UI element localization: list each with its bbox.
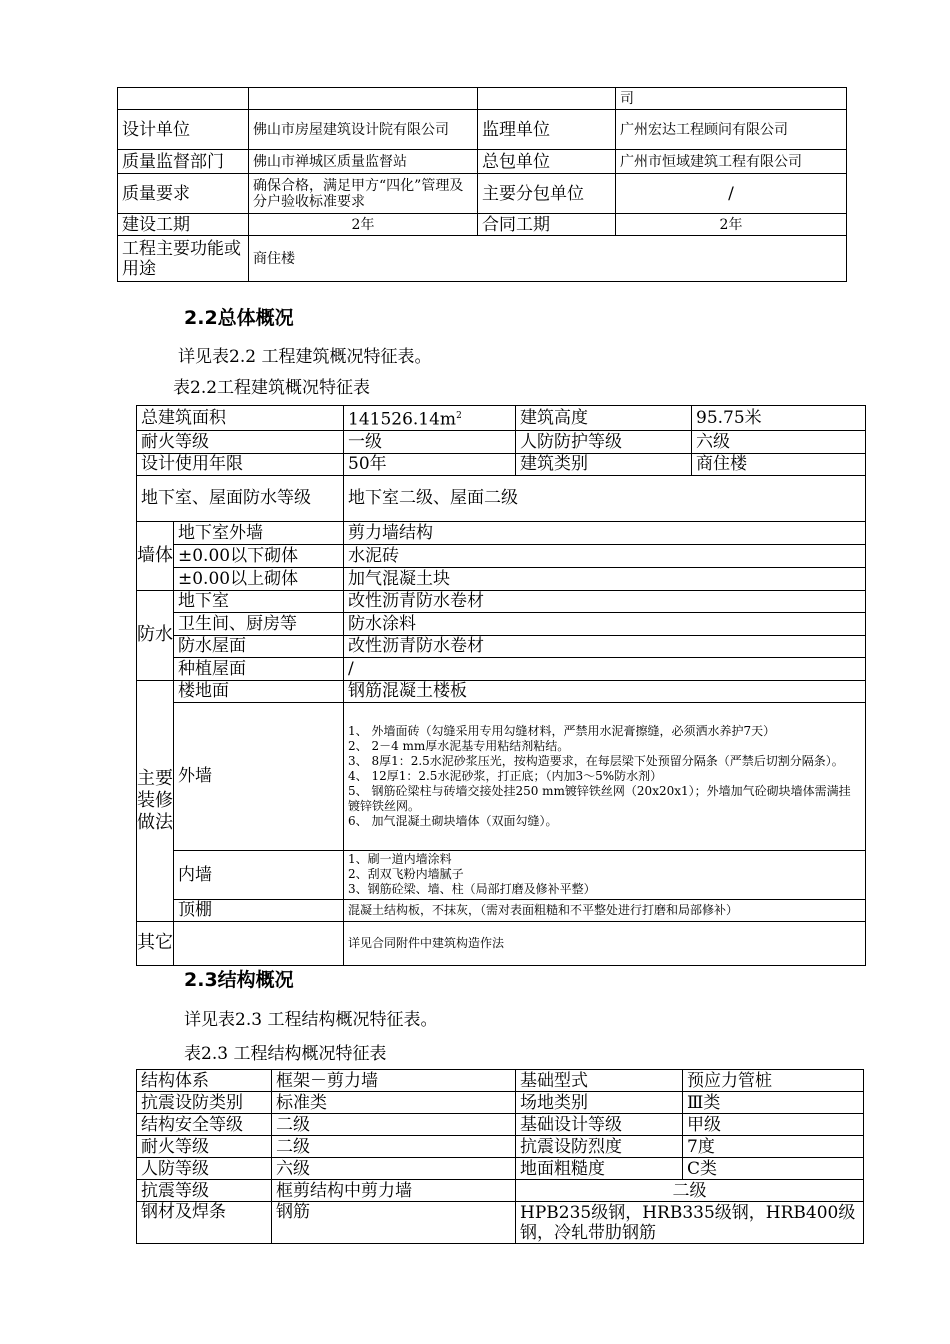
section-intro-2-3: 详见表2.3 工程结构概况特征表。 — [184, 1010, 438, 1030]
group-label-wall: 墙体 — [137, 521, 174, 590]
cell: 预应力管桩 — [683, 1070, 864, 1092]
cell: 抗震设防烈度 — [516, 1136, 683, 1158]
interior-wall-spec — [344, 850, 866, 899]
section-heading-2-2: 2.2总体概况 — [184, 307, 294, 329]
cell: 加气混凝土块 — [344, 567, 866, 590]
cell: 人防等级 — [137, 1158, 272, 1180]
cell: 场地类别 — [516, 1092, 683, 1114]
cell: 结构体系 — [137, 1070, 272, 1092]
spec-line: 1、 外墙面砖（勾缝采用专用勾缝材料，严禁用水泥膏擦缝，必须洒水养护7天） — [348, 723, 776, 738]
cell: 2年 — [616, 214, 847, 236]
group-label-waterproof: 防水 — [137, 590, 174, 680]
cell — [118, 88, 249, 110]
cell: 建筑类别 — [516, 453, 692, 475]
cell: 抗震等级 — [137, 1180, 272, 1202]
cell: 耐火等级 — [137, 1136, 272, 1158]
cell: / — [344, 657, 866, 680]
cell: 抗震设防类别 — [137, 1092, 272, 1114]
cell: $141526.14m^2$ — [344, 406, 516, 431]
cell: 地下室、屋面防水等级 — [137, 475, 344, 521]
cell — [174, 921, 344, 965]
spec-line: 3、 8厚1：2.5水泥砂浆压光，按构造要求，在每层梁下处预留分隔条（严禁后切割分隔条）。 — [348, 753, 844, 768]
cell: 一级 — [344, 430, 516, 453]
cell: 2年 — [249, 214, 478, 236]
cell: 内墙 — [174, 850, 344, 899]
spec-line: 5、 钢筋砼梁柱与砖墙交接处挂250 mm镀锌铁丝网（20x20x1）；外墙加气砼砌块墙体需满挂镀锌铁丝网。 — [348, 783, 851, 813]
building-overview-table — [136, 405, 866, 966]
cell: 楼地面 — [174, 680, 344, 702]
cell: 广州宏达工程顾问有限公司 — [616, 110, 847, 150]
cell: 地下室 — [174, 590, 344, 612]
cell: 商住楼 — [249, 236, 847, 282]
cell: 50年 — [344, 453, 516, 475]
group-label-decoration: 主要装修做法 — [137, 680, 174, 921]
spec-line: 6、 加气混凝土砌块墙体（双面勾缝）。 — [348, 813, 558, 828]
cell: 卫生间、厨房等 — [174, 612, 344, 635]
cell: 二级 — [272, 1136, 516, 1158]
cell: 种植屋面 — [174, 657, 344, 680]
cell: HPB235级钢，HRB335级钢，HRB400级钢，冷轧带肋钢筋 — [516, 1202, 864, 1244]
cell: 标准类 — [272, 1092, 516, 1114]
cell — [478, 88, 616, 110]
spec-line: 3、钢筋砼梁、墙、柱（局部打磨及修补平整） — [348, 882, 596, 897]
cell: 防水屋面 — [174, 635, 344, 657]
cell: 佛山市禅城区质量监督站 — [249, 150, 478, 174]
cell: 建筑高度 — [516, 406, 692, 431]
cell: / — [616, 174, 847, 214]
cell: 甲级 — [683, 1114, 864, 1136]
cell: 钢筋混凝土楼板 — [344, 680, 866, 702]
cell: 商住楼 — [692, 453, 866, 475]
cell: 基础型式 — [516, 1070, 683, 1092]
cell: 基础设计等级 — [516, 1114, 683, 1136]
cell: 混凝土结构板，不抹灰，（需对表面粗糙和不平整处进行打磨和局部修补） — [344, 899, 866, 921]
cell: 总建筑面积 — [137, 406, 344, 431]
cell: 六级 — [692, 430, 866, 453]
section-intro-2-2: 详见表2.2 工程建筑概况特征表。 — [178, 347, 432, 367]
cell: 六级 — [272, 1158, 516, 1180]
cell: ±0.00以上砌体 — [174, 567, 344, 590]
cell: 地下室二级、屋面二级 — [344, 475, 866, 521]
cell: 95.75米 — [692, 406, 866, 431]
table-caption-2-2: 表2.2工程建筑概况特征表 — [173, 378, 371, 398]
cell: 水泥砖 — [344, 544, 866, 567]
cell — [249, 88, 478, 110]
cell: 监理单位 — [478, 110, 616, 150]
cell: 顶棚 — [174, 899, 344, 921]
cell: 框架－剪力墙 — [272, 1070, 516, 1092]
cell: 佛山市房屋建筑设计院有限公司 — [249, 110, 478, 150]
cell: 质量要求 — [118, 174, 249, 214]
cell: 司 — [616, 88, 847, 110]
cell: 结构安全等级 — [137, 1114, 272, 1136]
cell: 建设工期 — [118, 214, 249, 236]
cell: 工程主要功能或用途 — [118, 236, 249, 282]
cell: C类 — [683, 1158, 864, 1180]
cell: 广州市恒域建筑工程有限公司 — [616, 150, 847, 174]
table-caption-2-3: 表2.3 工程结构概况特征表 — [184, 1044, 387, 1064]
cell: 设计单位 — [118, 110, 249, 150]
cell: 防水涂料 — [344, 612, 866, 635]
cell: 地下室外墙 — [174, 521, 344, 544]
cell: 地面粗糙度 — [516, 1158, 683, 1180]
cell: 钢筋 — [272, 1202, 516, 1244]
cell: 外墙 — [174, 702, 344, 850]
cell: 二级 — [272, 1114, 516, 1136]
spec-line: 2、刮双飞粉内墙腻子 — [348, 867, 464, 882]
cell: 人防防护等级 — [516, 430, 692, 453]
cell: 合同工期 — [478, 214, 616, 236]
group-label-other: 其它 — [137, 921, 174, 965]
exterior-wall-spec — [344, 702, 866, 850]
cell: 改性沥青防水卷材 — [344, 590, 866, 612]
cell: 总包单位 — [478, 150, 616, 174]
cell: 剪力墙结构 — [344, 521, 866, 544]
cell: 框剪结构中剪力墙 — [272, 1180, 516, 1202]
spec-line: 1、刷一道内墙涂料 — [348, 852, 452, 867]
cell: 主要分包单位 — [478, 174, 616, 214]
spec-line: 4、 12厚1：2.5水泥砂浆，打正底；（内加3～5%防水剂） — [348, 768, 663, 783]
cell: 详见合同附件中建筑构造作法 — [344, 921, 866, 965]
cell: 改性沥青防水卷材 — [344, 635, 866, 657]
project-info-table — [117, 87, 847, 282]
cell: ±0.00以下砌体 — [174, 544, 344, 567]
cell: 质量监督部门 — [118, 150, 249, 174]
cell: 二级 — [516, 1180, 864, 1202]
cell: 耐火等级 — [137, 430, 344, 453]
cell: 7度 — [683, 1136, 864, 1158]
cell: Ⅲ类 — [683, 1092, 864, 1114]
spec-line: 2、 2－4 mm厚水泥基专用粘结剂粘结。 — [348, 738, 570, 753]
structure-overview-table — [136, 1069, 864, 1244]
cell: 确保合格，满足甲方“四化”管理及分户验收标准要求 — [249, 174, 478, 214]
cell: 钢材及焊条 — [137, 1202, 272, 1244]
section-heading-2-3: 2.3结构概况 — [184, 969, 294, 991]
cell: 设计使用年限 — [137, 453, 344, 475]
